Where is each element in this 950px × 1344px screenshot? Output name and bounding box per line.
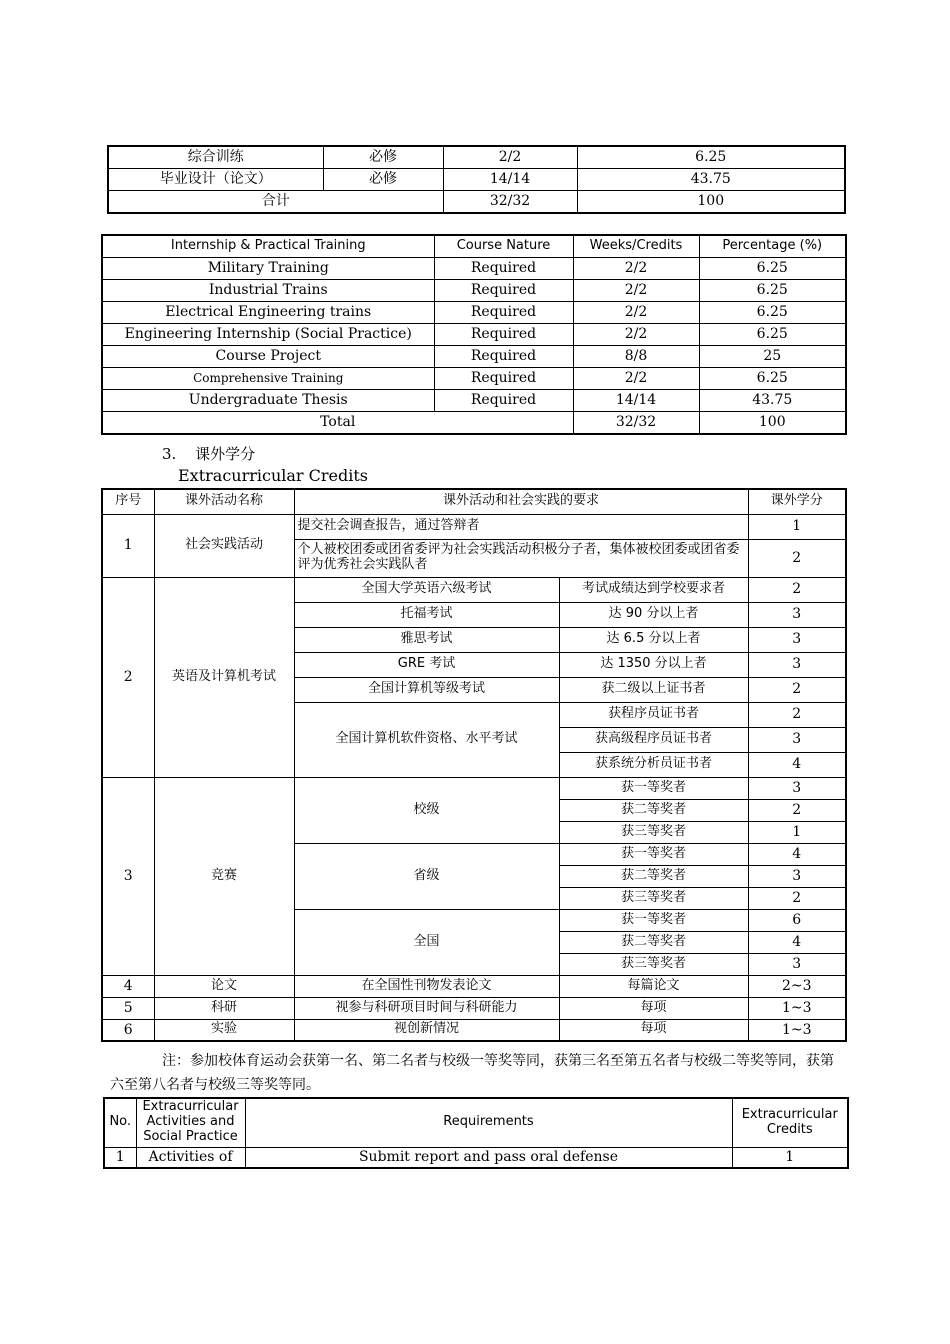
weeks-credits: 2/2 xyxy=(573,302,699,324)
course-nature: Required xyxy=(434,280,573,302)
award: 获二等奖者 xyxy=(559,865,748,887)
table-row xyxy=(102,368,846,390)
credit: 2 xyxy=(748,677,846,702)
table-header-row xyxy=(102,235,846,258)
percentage: 25 xyxy=(699,346,846,368)
course-nature: Required xyxy=(434,324,573,346)
activity-name: 实验 xyxy=(154,1019,294,1041)
table-row xyxy=(102,346,846,368)
exam-name: 全国计算机等级考试 xyxy=(294,677,559,702)
table-row xyxy=(104,1147,848,1168)
table-row xyxy=(108,169,845,191)
exam-name: GRE 考试 xyxy=(294,652,559,677)
table-row xyxy=(102,975,846,997)
credit: 2 xyxy=(748,577,846,602)
condition: 达 6.5 分以上者 xyxy=(559,627,748,652)
header-activity: 课外活动名称 xyxy=(154,489,294,514)
row-number: 6 xyxy=(102,1019,154,1041)
course-nature: Required xyxy=(434,302,573,324)
activity-name: 科研 xyxy=(154,997,294,1019)
course-name: Course Project xyxy=(102,346,434,368)
header-no: No. xyxy=(104,1098,136,1147)
requirement: 在全国性刊物发表论文 xyxy=(294,975,559,997)
table-row xyxy=(102,280,846,302)
percentage: 6.25 xyxy=(699,368,846,390)
award: 获一等奖者 xyxy=(559,909,748,931)
activity-name: 论文 xyxy=(154,975,294,997)
credit: 2 xyxy=(748,702,846,727)
requirement: 视创新情况 xyxy=(294,1019,559,1041)
percentage: 43.75 xyxy=(699,390,846,412)
table-header-row xyxy=(102,489,846,514)
course-name: Industrial Trains xyxy=(102,280,434,302)
credit: 2 xyxy=(748,799,846,821)
condition: 达 90 分以上者 xyxy=(559,602,748,627)
total-weeks: 32/32 xyxy=(443,191,577,214)
course-nature: Required xyxy=(434,368,573,390)
course-nature: 必修 xyxy=(323,146,443,169)
award: 获一等奖者 xyxy=(559,777,748,799)
credit: 3 xyxy=(748,727,846,752)
total-label: Total xyxy=(102,412,573,435)
total-row xyxy=(102,412,846,435)
weeks-credits: 8/8 xyxy=(573,346,699,368)
course-name: Engineering Internship (Social Practice) xyxy=(102,324,434,346)
award: 获三等奖者 xyxy=(559,953,748,975)
credit: 1 xyxy=(732,1147,848,1168)
section-title-en: Extracurricular Credits xyxy=(178,466,369,485)
exam-name: 托福考试 xyxy=(294,602,559,627)
competition-level: 全国 xyxy=(294,909,559,975)
table-row xyxy=(102,997,846,1019)
table-row xyxy=(102,302,846,324)
practical-training-table-en xyxy=(101,234,847,435)
header-credits: 课外学分 xyxy=(748,489,846,514)
credit: 2 xyxy=(748,887,846,909)
row-number: 1 xyxy=(102,514,154,577)
header-requirements: 课外活动和社会实践的要求 xyxy=(294,489,748,514)
credit: 3 xyxy=(748,627,846,652)
activity-name: 社会实践活动 xyxy=(154,514,294,577)
course-name: 综合训练 xyxy=(108,146,323,169)
table-row xyxy=(102,514,846,539)
header-activity: Extracurricular Activities and Social Practice xyxy=(136,1098,245,1147)
condition: 每项 xyxy=(559,1019,748,1041)
section-title-cn: 课外学分 xyxy=(195,445,256,463)
activity-name: Activities of xyxy=(136,1147,245,1168)
credit: 1 xyxy=(748,514,846,539)
requirement: 视参与科研项目时间与科研能力 xyxy=(294,997,559,1019)
condition: 每篇论文 xyxy=(559,975,748,997)
credit: 3 xyxy=(748,953,846,975)
competition-level: 省级 xyxy=(294,843,559,909)
table-header-row xyxy=(104,1098,848,1147)
award: 获三等奖者 xyxy=(559,887,748,909)
row-number: 1 xyxy=(104,1147,136,1168)
credit: 4 xyxy=(748,752,846,777)
total-row xyxy=(108,191,845,214)
table-row xyxy=(108,146,845,169)
course-nature: Required xyxy=(434,346,573,368)
activity-name: 英语及计算机考试 xyxy=(154,577,294,777)
header-no: 序号 xyxy=(102,489,154,514)
weeks-credits: 2/2 xyxy=(573,280,699,302)
extracurricular-table-cn xyxy=(101,488,847,1042)
table-row xyxy=(102,324,846,346)
row-number: 3 xyxy=(102,777,154,975)
percentage: 6.25 xyxy=(699,324,846,346)
section-number: 3. xyxy=(162,445,177,463)
requirement: 提交社会调查报告，通过答辩者 xyxy=(294,514,748,539)
credit: 2~3 xyxy=(748,975,846,997)
activity-name: 竞赛 xyxy=(154,777,294,975)
credit: 6 xyxy=(748,909,846,931)
percentage: 6.25 xyxy=(699,280,846,302)
header-requirements: Requirements xyxy=(245,1098,732,1147)
course-name: Military Training xyxy=(102,258,434,280)
table-row xyxy=(102,577,846,602)
weeks-credits: 2/2 xyxy=(573,324,699,346)
table-row xyxy=(102,777,846,799)
row-number: 4 xyxy=(102,975,154,997)
award: 获三等奖者 xyxy=(559,821,748,843)
weeks-credits: 2/2 xyxy=(573,258,699,280)
table-row xyxy=(102,258,846,280)
row-number: 2 xyxy=(102,577,154,777)
total-percentage: 100 xyxy=(699,412,846,435)
credit: 4 xyxy=(748,843,846,865)
competition-level: 校级 xyxy=(294,777,559,843)
weeks-credits: 14/14 xyxy=(573,390,699,412)
credit: 3 xyxy=(748,652,846,677)
section-heading-cn xyxy=(162,443,255,464)
condition: 获高级程序员证书者 xyxy=(559,727,748,752)
course-nature: 必修 xyxy=(323,169,443,191)
percentage: 6.25 xyxy=(699,258,846,280)
course-name: Electrical Engineering trains xyxy=(102,302,434,324)
exam-name: 全国计算机软件资格、水平考试 xyxy=(294,702,559,777)
course-name: Comprehensive Training xyxy=(102,368,434,390)
weeks-credits: 2/2 xyxy=(443,146,577,169)
credit: 1~3 xyxy=(748,1019,846,1041)
practical-training-table-cn xyxy=(107,145,846,214)
credit: 3 xyxy=(748,602,846,627)
award: 获一等奖者 xyxy=(559,843,748,865)
credit: 2 xyxy=(748,539,846,577)
header-nature: Course Nature xyxy=(434,235,573,258)
exam-name: 雅思考试 xyxy=(294,627,559,652)
condition: 考试成绩达到学校要求者 xyxy=(559,577,748,602)
total-percentage: 100 xyxy=(577,191,845,214)
header-course: Internship & Practical Training xyxy=(102,235,434,258)
header-credits: Extracurricular Credits xyxy=(732,1098,848,1147)
exam-name: 全国大学英语六级考试 xyxy=(294,577,559,602)
header-percentage: Percentage (%) xyxy=(699,235,846,258)
percentage: 6.25 xyxy=(699,302,846,324)
award: 获二等奖者 xyxy=(559,931,748,953)
requirement: 个人被校团委或团省委评为社会实践活动积极分子者，集体被校团委或团省委评为优秀社会实践队者 xyxy=(294,539,748,577)
total-label: 合计 xyxy=(108,191,443,214)
requirement: Submit report and pass oral defense xyxy=(245,1147,732,1168)
condition: 每项 xyxy=(559,997,748,1019)
credit: 3 xyxy=(748,865,846,887)
total-weeks: 32/32 xyxy=(573,412,699,435)
percentage: 43.75 xyxy=(577,169,845,191)
course-name: 毕业设计（论文） xyxy=(108,169,323,191)
condition: 达 1350 分以上者 xyxy=(559,652,748,677)
course-nature: Required xyxy=(434,258,573,280)
condition: 获二级以上证书者 xyxy=(559,677,748,702)
award: 获二等奖者 xyxy=(559,799,748,821)
table-row xyxy=(102,1019,846,1041)
course-name: Undergraduate Thesis xyxy=(102,390,434,412)
extracurricular-table-en xyxy=(103,1097,849,1169)
credit: 4 xyxy=(748,931,846,953)
table-row xyxy=(102,390,846,412)
credit: 3 xyxy=(748,777,846,799)
note-paragraph: 注：参加校体育运动会获第一名、第二名者与校级一等奖等同，获第三名至第五名者与校级二等奖等同，获第六至第八名者与校级三等奖等同。 xyxy=(110,1053,834,1093)
condition: 获系统分析员证书者 xyxy=(559,752,748,777)
weeks-credits: 2/2 xyxy=(573,368,699,390)
credit: 1 xyxy=(748,821,846,843)
row-number: 5 xyxy=(102,997,154,1019)
weeks-credits: 14/14 xyxy=(443,169,577,191)
credit: 1~3 xyxy=(748,997,846,1019)
percentage: 6.25 xyxy=(577,146,845,169)
header-weeks: Weeks/Credits xyxy=(573,235,699,258)
condition: 获程序员证书者 xyxy=(559,702,748,727)
course-nature: Required xyxy=(434,390,573,412)
